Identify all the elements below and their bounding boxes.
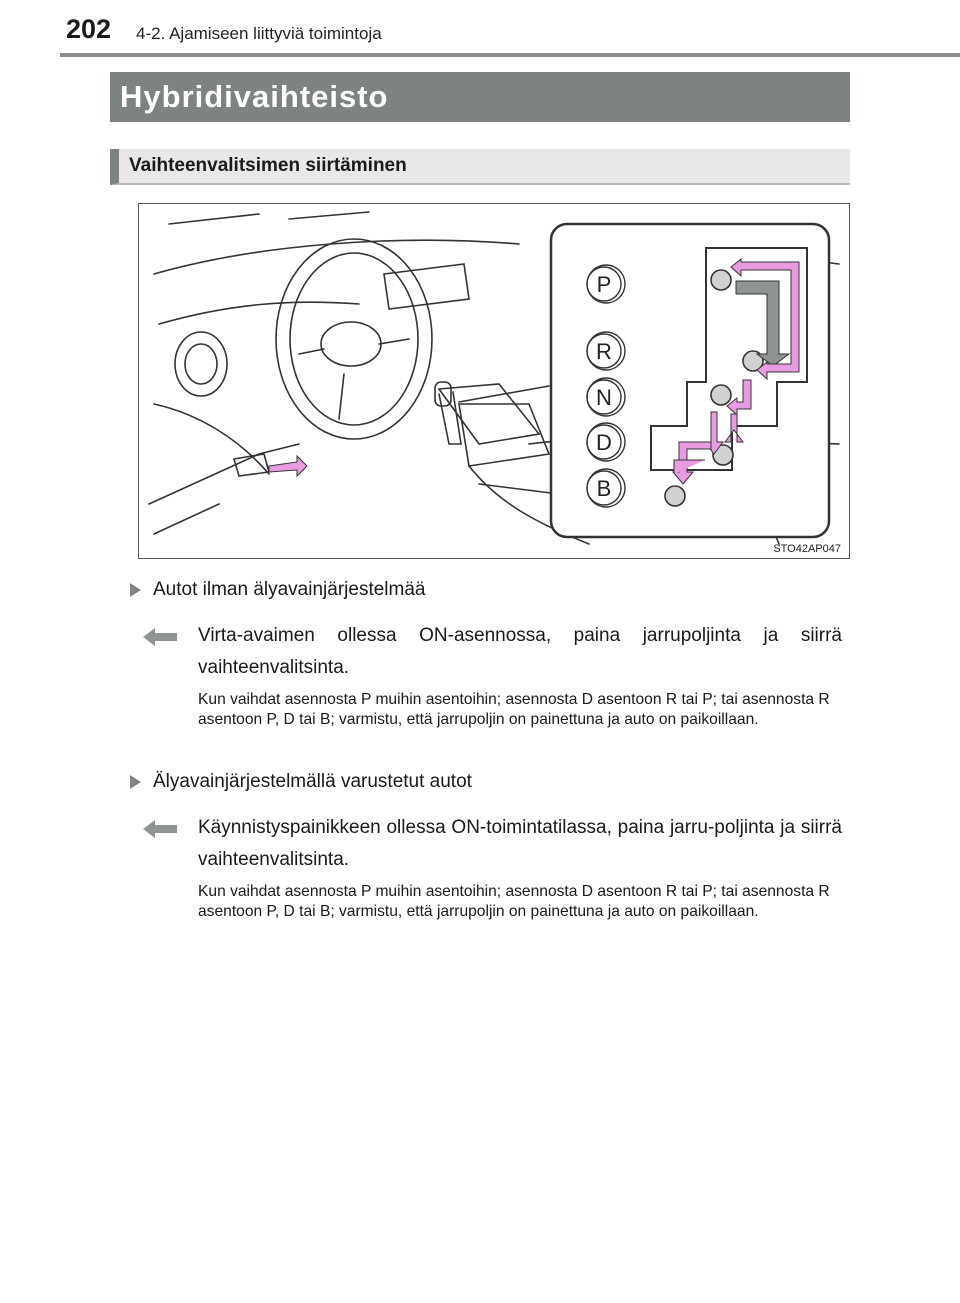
section-2-heading <box>130 771 472 793</box>
section-2-step: Käynnistyspainikkeen ollessa ON-toimintatilassa, paina jarru-poljinta ja siirrä vaihteenvalitsinta. <box>198 817 842 870</box>
position-p-label: P <box>596 272 612 297</box>
section-1-step: Virta-avaimen ollessa ON-asennossa, paina jarrupoljinta ja siirrä vaihteenvalitsinta. <box>198 625 842 678</box>
bullet-triangle-icon <box>130 775 141 789</box>
bullet-triangle-icon <box>130 583 141 597</box>
section-1-note: Kun vaihdat asennosta P muihin asentoihin; asennosta D asentoon R tai P; tai asennosta R asentoon P, D tai B; varmistu, että jarrupoljin on painettuna ja auto on paikoillaan. <box>198 691 830 728</box>
section-1-heading <box>130 579 425 601</box>
position-b-label: B <box>596 476 612 501</box>
position-r-label: R <box>596 339 612 364</box>
step-arrow-icon <box>143 820 177 838</box>
step-arrow-icon <box>143 628 177 646</box>
section-1-heading-text: Autot ilman älyavainjärjestelmää <box>153 579 426 600</box>
position-n-label: N <box>596 385 612 410</box>
figure-code: STO42AP047 <box>773 543 841 555</box>
section-2-heading-text: Älyavainjärjestelmällä varustetut autot <box>153 771 472 792</box>
position-d-label: D <box>596 430 612 455</box>
running-header: 4-2. Ajamiseen liittyviä toimintoja <box>136 24 382 43</box>
subsection-heading: Vaihteenvalitsimen siirtäminen <box>110 149 850 185</box>
page-number: 202 <box>66 14 112 44</box>
header-rule <box>60 53 960 57</box>
dashboard-illustration <box>139 204 851 560</box>
page-title: Hybridivaihteisto <box>110 72 850 122</box>
section-2-note: Kun vaihdat asennosta P muihin asentoihin; asennosta D asentoon R tai P; tai asennosta R asentoon P, D tai B; varmistu, että jarrupoljin on painettuna ja auto on paikoillaan. <box>198 883 830 920</box>
shift-lever-figure <box>138 203 850 559</box>
